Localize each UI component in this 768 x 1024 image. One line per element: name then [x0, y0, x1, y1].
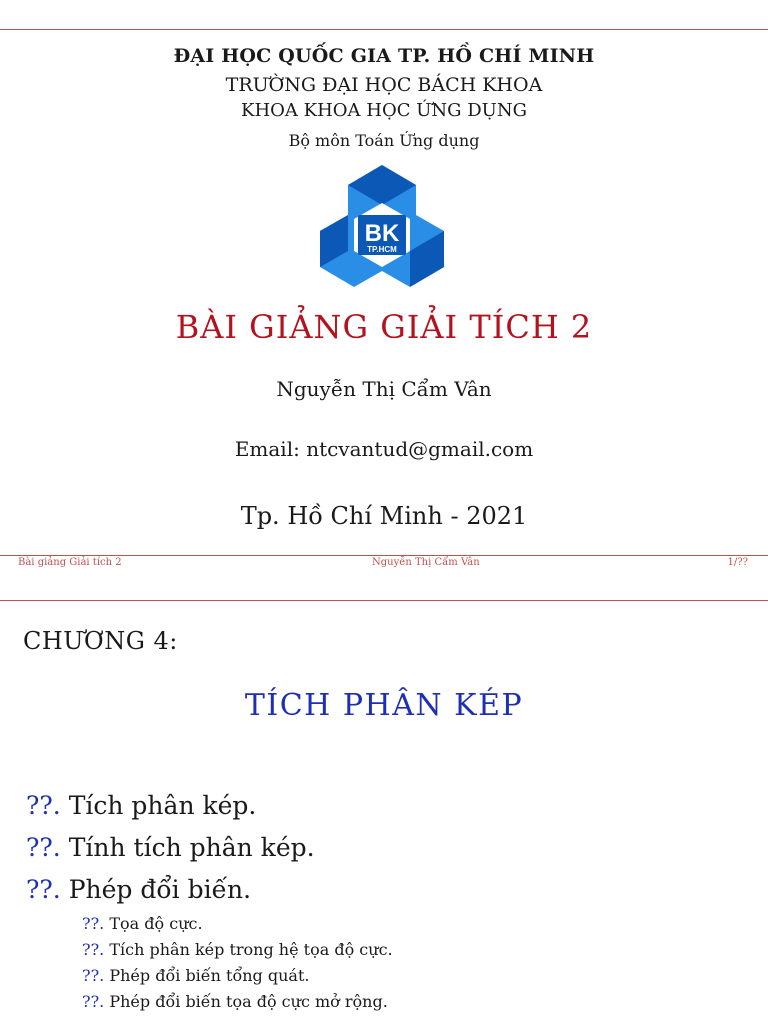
- toc-item-text: Tính tích phân kép.: [60, 833, 315, 862]
- toc-subitem-number[interactable]: ??.: [82, 966, 105, 985]
- toc-item-number[interactable]: ??.: [26, 791, 61, 820]
- logo-text-main: BK: [364, 220, 400, 247]
- faculty-name: KHOA KHOA HỌC ỨNG DỤNG: [241, 100, 527, 121]
- author-name: Nguyễn Thị Cẩm Vân: [276, 377, 492, 401]
- toc-sublist: [82, 911, 746, 1015]
- lecture-title: BÀI GIẢNG GIẢI TÍCH 2: [175, 308, 593, 346]
- toc-item-text: Tích phân kép.: [60, 791, 257, 820]
- toc-item[interactable]: [26, 869, 746, 911]
- toc-subitem[interactable]: [82, 911, 746, 937]
- toc-subitem-text: Phép đổi biến tọa độ cực mở rộng.: [104, 992, 388, 1011]
- footer-author: Nguyễn Thị Cẩm Vân: [372, 557, 480, 568]
- logo-text-sub: TP.HCM: [367, 245, 397, 254]
- school-name: TRƯỜNG ĐẠI HỌC BÁCH KHOA: [225, 74, 543, 96]
- toc-subitem-number[interactable]: ??.: [82, 940, 105, 959]
- toc-subitem-text: Tọa độ cực.: [104, 914, 203, 933]
- toc-subitem-text: Phép đổi biến tổng quát.: [104, 966, 310, 985]
- footer-course: Bài giảng Giải tích 2: [18, 557, 122, 568]
- footer-rule: [0, 555, 768, 556]
- toc-subitem-number[interactable]: ??.: [82, 992, 105, 1011]
- top-rule: [0, 29, 768, 30]
- chapter-label: CHƯƠNG 4:: [23, 627, 178, 655]
- toc-item-number[interactable]: ??.: [26, 875, 61, 904]
- toc-subitem[interactable]: [82, 989, 746, 1015]
- place-year: Tp. Hồ Chí Minh - 2021: [240, 502, 528, 530]
- university-name: ĐẠI HỌC QUỐC GIA TP. HỒ CHÍ MINH: [173, 45, 595, 67]
- table-of-contents: [26, 785, 746, 1015]
- department-name: Bộ môn Toán Ứng dụng: [288, 131, 480, 150]
- toc-item-text: Phép đổi biến.: [60, 875, 252, 904]
- toc-item[interactable]: [26, 785, 746, 827]
- chapter-title: TÍCH PHÂN KÉP: [244, 688, 524, 723]
- author-email: Email: ntcvantud@gmail.com: [234, 437, 534, 461]
- toc-item-number[interactable]: ??.: [26, 833, 61, 862]
- toc-subitem-text: Tích phân kép trong hệ tọa độ cực.: [104, 940, 393, 959]
- toc-item[interactable]: [26, 827, 746, 869]
- toc-subitem[interactable]: [82, 937, 746, 963]
- toc-sublist-container: [26, 911, 746, 1015]
- slide2-top-rule: [0, 600, 768, 601]
- toc-subitem[interactable]: [82, 963, 746, 989]
- bk-logo: [320, 165, 444, 289]
- toc-subitem-number[interactable]: ??.: [82, 914, 105, 933]
- footer-page-number: 1/??: [727, 557, 748, 568]
